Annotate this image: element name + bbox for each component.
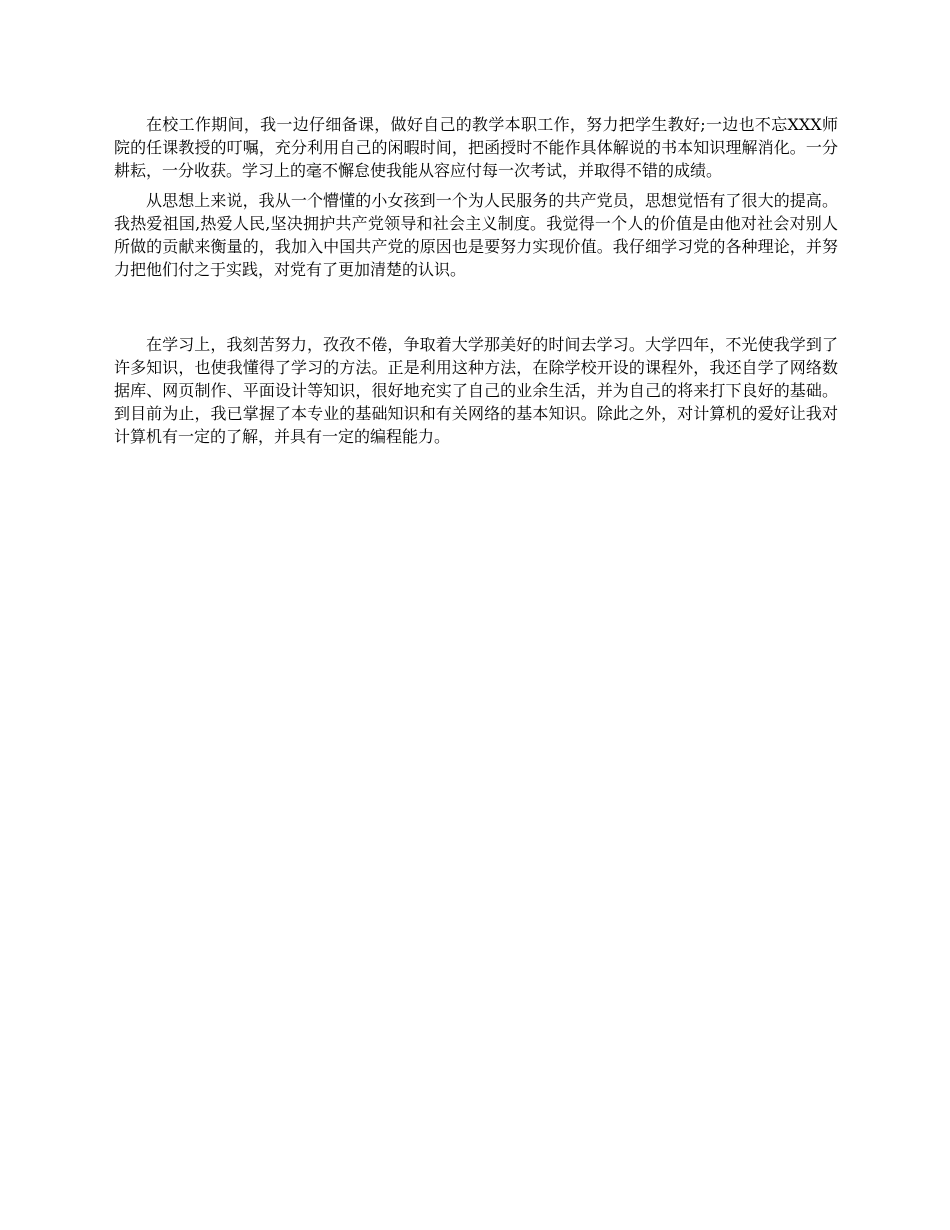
paragraph-ideology: 从思想上来说，我从一个懵懂的小女孩到一个为人民服务的共产党员，思想觉悟有了很大的提高。我热爱祖国,热爱人民,坚决拥护共产党领导和社会主义制度。我觉得一个人的价值是由他对社会对别人所做的贡献来衡量的，我加入中国共产党的原因也是要努力实现价值。我仔细学习党的各种理论，并努力把他们付之于实践，对党有了更加清楚的认识。: [114, 191, 838, 279]
paragraph-work-study: 在校工作期间，我一边仔细备课，做好自己的教学本职工作，努力把学生教好;一边也不忘XXX师院的任课教授的叮嘱，充分利用自己的闲暇时间，把函授时不能作具体解说的书本知识理解消化。一分耕耘，一分收获。学习上的毫不懈怠使我能从容应付每一次考试，并取得不错的成绩。: [114, 115, 838, 180]
paragraph-learning: 在学习上，我刻苦努力，孜孜不倦，争取着大学那美好的时间去学习。大学四年，不光使我学到了许多知识，也使我懂得了学习的方法。正是利用这种方法，在除学校开设的课程外，我还自学了网络数据库、网页制作、平面设计等知识，很好地充实了自己的业余生活，并为自己的将来打下良好的基础。到目前为止，我已掌握了本专业的基础知识和有关网络的基本知识。除此之外，对计算机的爱好让我对计算机有一定的了解，并具有一定的编程能力。: [114, 335, 838, 446]
document-body: [114, 113, 838, 448]
